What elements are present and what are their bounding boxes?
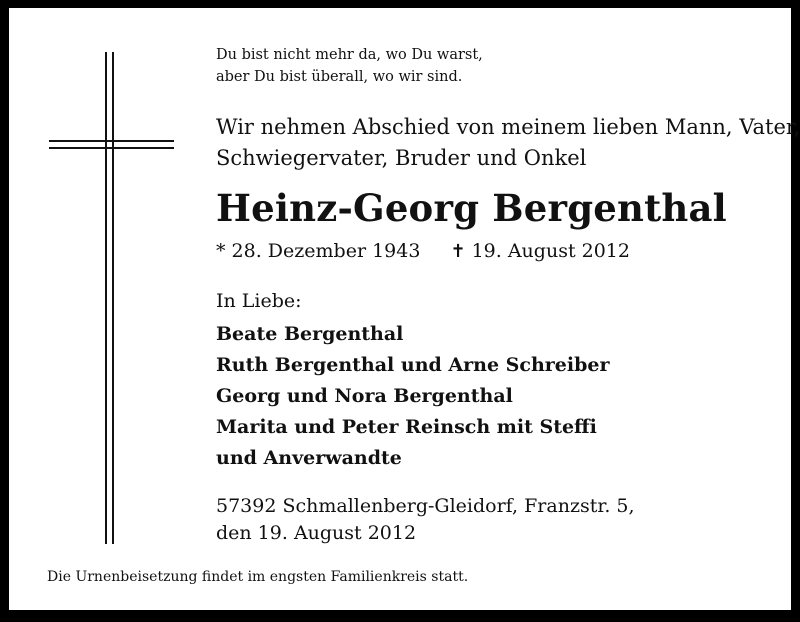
birth-date: * 28. Dezember 1943 [216, 240, 421, 262]
intro-text [216, 112, 800, 174]
in-love-heading: In Liebe: [216, 290, 302, 312]
footer-note: Die Urnenbeisetzung findet im engsten Familienkreis statt. [47, 569, 469, 585]
mourner: Marita und Peter Reinsch mit Steffi [216, 416, 597, 438]
life-dates [216, 240, 630, 262]
mourner: und Anverwandte [216, 447, 402, 469]
deceased-name: Heinz-Georg Bergenthal [216, 186, 727, 230]
address-line: den 19. August 2012 [216, 522, 417, 544]
cross-vertical-line-left [105, 52, 107, 544]
motto-line: aber Du bist überall, wo wir sind. [216, 69, 463, 85]
intro-line: Wir nehmen Abschied von meinem lieben Mann, Vater, [216, 115, 800, 139]
motto [216, 44, 483, 88]
cross-horizontal-line-top [49, 140, 174, 142]
mourner: Georg und Nora Bergenthal [216, 385, 513, 407]
motto-line: Du bist nicht mehr da, wo Du warst, [216, 47, 483, 63]
death-date: 19. August 2012 [471, 240, 630, 262]
address-line: 57392 Schmallenberg-Gleidorf, Franzstr. 5, [216, 495, 635, 517]
cross-vertical-line-right [112, 52, 114, 544]
dagger-icon: ✝ [450, 241, 466, 262]
mourner: Beate Bergenthal [216, 323, 404, 345]
cross-horizontal-line-bottom [49, 147, 174, 149]
intro-line: Schwiegervater, Bruder und Onkel [216, 146, 587, 170]
mourners-list [216, 319, 610, 474]
address-block [216, 493, 635, 547]
mourner: Ruth Bergenthal und Arne Schreiber [216, 354, 610, 376]
